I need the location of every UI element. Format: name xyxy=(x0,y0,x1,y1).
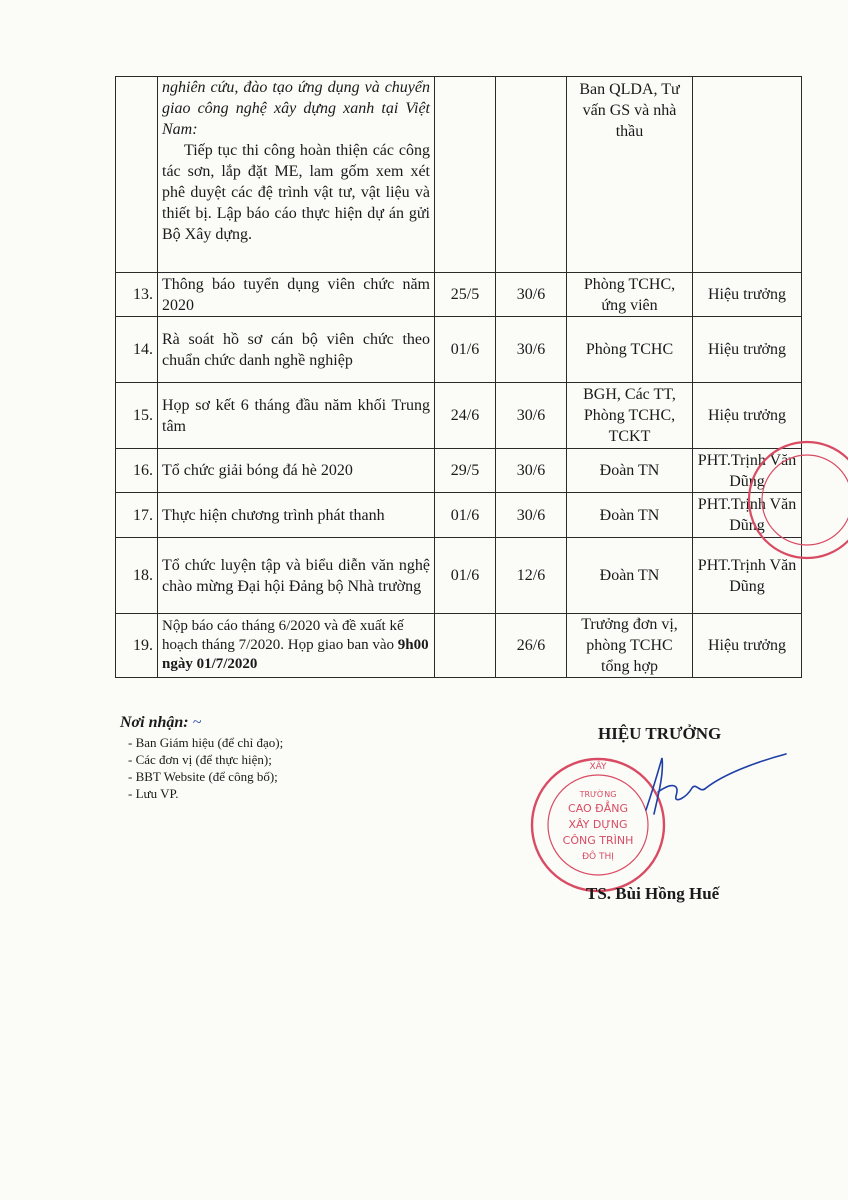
list-item: - Ban Giám hiệu (để chỉ đạo); xyxy=(128,735,284,750)
recipients-heading xyxy=(120,712,283,734)
stamp-line: ĐÔ THỊ xyxy=(582,852,614,862)
end-date: 30/6 xyxy=(496,317,567,383)
list-item: - Các đơn vị (để thực hiện); xyxy=(128,752,272,767)
table-row xyxy=(116,614,802,678)
responsible-unit: Đoàn TN xyxy=(567,493,693,538)
task-content: Rà soát hồ sơ cán bộ viên chức theo chuẩn chức danh nghề nghiệp xyxy=(158,317,435,383)
task-content: Thông báo tuyển dụng viên chức năm 2020 xyxy=(158,273,435,317)
row-number: 14. xyxy=(116,317,158,383)
task-content: Thực hiện chương trình phát thanh xyxy=(158,493,435,538)
task-title: nghiên cứu, đào tạo ứng dụng và chuyển giao công nghệ xây dựng xanh tại Việt Nam: xyxy=(162,79,430,138)
end-date: 30/6 xyxy=(496,449,567,493)
table-row xyxy=(116,77,802,273)
end-date: 26/6 xyxy=(496,614,567,678)
meeting-time: 9h00 ngày 01/7/2020 xyxy=(162,637,429,672)
table-row xyxy=(116,449,802,493)
task-text: Nộp báo cáo tháng 6/2020 và đề xuất kế hoạch tháng 7/2020. Họp giao ban vào xyxy=(162,618,404,653)
approver: Hiệu trưởng xyxy=(693,317,802,383)
stamp-line: TRƯỜNG xyxy=(579,790,617,799)
task-content xyxy=(158,77,435,273)
row-number: 16. xyxy=(116,449,158,493)
row-number: 13. xyxy=(116,273,158,317)
partial-stamp-seal xyxy=(725,438,848,563)
start-date: 25/5 xyxy=(435,273,496,317)
responsible-unit: BGH, Các TT, Phòng TCHC, TCKT xyxy=(567,383,693,449)
end-date xyxy=(496,77,567,273)
responsible-unit: Đoàn TN xyxy=(567,538,693,614)
end-date: 12/6 xyxy=(496,538,567,614)
work-plan-table xyxy=(115,76,802,678)
start-date xyxy=(435,77,496,273)
table-row xyxy=(116,273,802,317)
row-number: 15. xyxy=(116,383,158,449)
recipients-block xyxy=(120,712,283,802)
table-row xyxy=(116,383,802,449)
task-content: Họp sơ kết 6 tháng đầu năm khối Trung tâm xyxy=(158,383,435,449)
end-date: 30/6 xyxy=(496,493,567,538)
approver: Hiệu trưởng xyxy=(693,614,802,678)
list-item: - BBT Website (để công bố); xyxy=(128,769,278,784)
stamp-line: XÂY DỰNG xyxy=(568,818,628,831)
responsible-unit: Phòng TCHC, ứng viên xyxy=(567,273,693,317)
stamp-line: CÔNG TRÌNH xyxy=(562,834,634,847)
table-row xyxy=(116,317,802,383)
approver: PHT.Trịnh Văn Dũng xyxy=(693,449,802,493)
approver xyxy=(693,77,802,273)
task-content: Tổ chức luyện tập và biểu diễn văn nghệ chào mừng Đại hội Đảng bộ Nhà trường xyxy=(158,538,435,614)
list-item: - Lưu VP. xyxy=(128,786,179,801)
start-date: 01/6 xyxy=(435,538,496,614)
recipients-title: Nơi nhận: xyxy=(120,714,189,731)
row-number: 19. xyxy=(116,614,158,678)
responsible-unit: Ban QLDA, Tư vấn GS và nhà thầu xyxy=(567,77,693,273)
task-detail: Tiếp tục thi công hoàn thiện các công tác sơn, lắp đặt ME, lam gốm xem xét phê duyệt các đệ trình vật tư, vật liệu và thiết bị. Lập báo cáo thực hiện dự án gửi Bộ Xây dựng. xyxy=(162,142,430,243)
handwritten-signature xyxy=(628,752,788,822)
start-date: 01/6 xyxy=(435,317,496,383)
end-date: 30/6 xyxy=(496,273,567,317)
approver: Hiệu trưởng xyxy=(693,273,802,317)
row-number xyxy=(116,77,158,273)
responsible-unit: Đoàn TN xyxy=(567,449,693,493)
responsible-unit: Phòng TCHC xyxy=(567,317,693,383)
row-number: 18. xyxy=(116,538,158,614)
start-date xyxy=(435,614,496,678)
approver: PHT.Trịnh Văn Dũng xyxy=(693,538,802,614)
signature-title: HIỆU TRƯỞNG xyxy=(598,724,722,743)
end-date: 30/6 xyxy=(496,383,567,449)
task-content: Tổ chức giải bóng đá hè 2020 xyxy=(158,449,435,493)
recipients-list xyxy=(120,734,283,802)
row-number: 17. xyxy=(116,493,158,538)
approver: Hiệu trưởng xyxy=(693,383,802,449)
stamp-line: CAO ĐẲNG xyxy=(568,802,628,815)
start-date: 24/6 xyxy=(435,383,496,449)
responsible-unit: Trưởng đơn vị, phòng TCHC tổng hợp xyxy=(567,614,693,678)
stamp-ring-text: XÂY xyxy=(589,762,607,772)
table-row xyxy=(116,493,802,538)
signer-name: TS. Bùi Hồng Huế xyxy=(586,884,720,903)
table-row xyxy=(116,538,802,614)
start-date: 29/5 xyxy=(435,449,496,493)
approver: PHT.Trịnh Văn Dũng xyxy=(693,493,802,538)
initials-mark: ~ xyxy=(192,714,202,731)
task-content xyxy=(158,614,435,678)
start-date: 01/6 xyxy=(435,493,496,538)
